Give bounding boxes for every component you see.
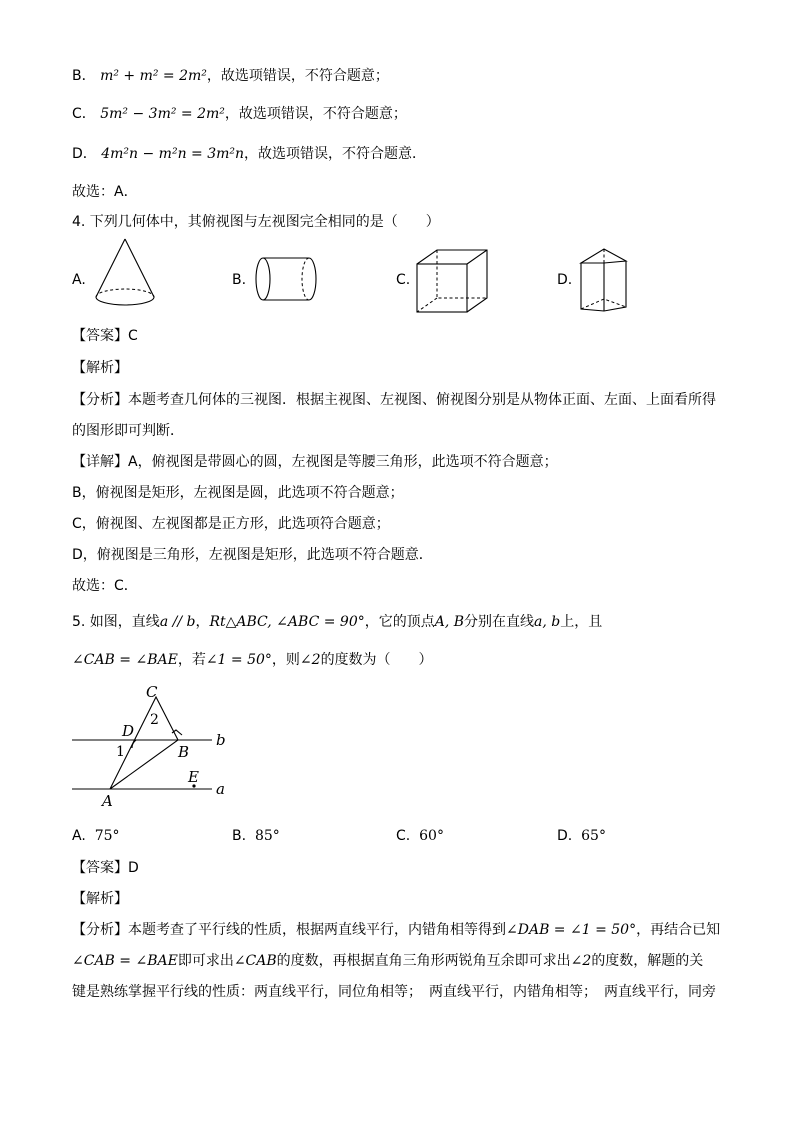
q4-option-c-label: C. — [396, 272, 411, 288]
label-angle-1: 1 — [116, 744, 125, 760]
cube-figure — [415, 248, 489, 314]
stem-text: ，它的顶点 — [364, 614, 435, 630]
q4-xiangjie-line-4: D，俯视图是三角形，左视图是矩形，此选项不符合题意． — [72, 547, 433, 563]
q4-analysis-tag: 【解析】 — [72, 360, 128, 376]
q5-option-a — [72, 826, 120, 846]
math-expression: ∠CAB = ∠BAE — [72, 652, 178, 668]
option-value: 75° — [94, 828, 120, 844]
option-value: 85° — [254, 828, 280, 844]
fenxi-text: 的度数，再根据直角三角形两锐角互余即可求出 — [276, 953, 571, 969]
stem-text: ， — [195, 614, 210, 630]
triangle-abc — [110, 697, 178, 789]
math-expression: m² + m² = 2m² — [100, 68, 207, 84]
option-b-explanation — [72, 66, 389, 86]
label-d: D — [122, 722, 135, 740]
q4-xiangjie-line-1 — [72, 452, 558, 472]
stem-text: ，则 — [271, 652, 300, 668]
option-value: 65° — [581, 828, 606, 844]
math-expression: ∠CAB — [233, 953, 277, 969]
option-label: A. — [72, 828, 86, 844]
math-expression: ∠2 — [570, 953, 592, 969]
choose-a-line: 故选：A． — [72, 184, 138, 200]
question-4-stem: 4. 下列几何体中，其俯视图与左视图完全相同的是（ ） — [72, 214, 440, 230]
option-label: C． — [72, 106, 96, 122]
fenxi-text: 本题考查了平行线的性质，根据两直线平行，内错角相等得到 — [128, 922, 506, 938]
answer-value: D — [128, 860, 139, 876]
option-label: B． — [72, 68, 96, 84]
fenxi-text: 即可求出 — [177, 953, 234, 969]
choose-c-line: 故选：C． — [72, 578, 138, 594]
math-expression: a, b — [534, 614, 561, 630]
label-c: C — [146, 683, 158, 701]
q5-option-d — [557, 826, 606, 846]
q5-option-b — [232, 826, 280, 846]
option-label: C. — [396, 828, 411, 844]
math-expression: ∠DAB = ∠1 = 50° — [506, 922, 637, 938]
question-5-stem-2 — [72, 650, 433, 670]
stem-text: 的度数为（ ） — [320, 652, 433, 668]
stem-text: 分别在直线 — [464, 614, 535, 630]
q5-answer-line — [72, 858, 139, 878]
cone-figure — [92, 237, 158, 313]
math-expression: 5m² − 3m² = 2m² — [100, 106, 225, 122]
q5-option-c — [396, 826, 444, 846]
label-b-point: B — [178, 743, 190, 761]
triangular-prism-figure — [578, 247, 630, 313]
q5-fenxi-line-2 — [72, 951, 703, 971]
math-expression: ∠1 = 50° — [205, 652, 272, 668]
stem-text: ，若 — [177, 652, 206, 668]
math-expression: a // b — [159, 614, 196, 630]
option-d-explanation — [72, 144, 426, 164]
option-label: D. — [557, 828, 573, 844]
answer-value: C — [128, 328, 138, 344]
xiangjie-tag: 【详解】 — [72, 454, 128, 470]
option-label: D． — [72, 146, 97, 162]
label-line-a: a — [216, 780, 225, 798]
fenxi-text: 本题考查几何体的三视图．根据主视图、左视图、俯视图分别是从物体正面、左面、上面看所得 — [128, 392, 716, 408]
stem-text: 5. 如图，直线 — [72, 614, 160, 630]
math-expression: A, B — [434, 614, 465, 630]
q4-fenxi-line-2: 的图形即可判断． — [72, 423, 184, 439]
stem-text: 上，且 — [560, 614, 603, 630]
fenxi-tag: 【分析】 — [72, 392, 128, 408]
label-line-b: b — [216, 731, 226, 749]
q5-analysis-tag: 【解析】 — [72, 891, 128, 907]
question-5-stem-1 — [72, 612, 602, 632]
xiangjie-text: A，俯视图是带圆心的圆，左视图是等腰三角形，此选项不符合题意； — [128, 454, 558, 470]
math-expression: ∠2 — [299, 652, 321, 668]
math-expression: ∠CAB = ∠BAE — [72, 953, 178, 969]
fenxi-text: 的度数，解题的关 — [591, 953, 704, 969]
explanation-text: ，故选项错误，不符合题意． — [244, 146, 427, 162]
explanation-text: ，故选项错误，不符合题意； — [206, 68, 389, 84]
fenxi-tag: 【分析】 — [72, 922, 128, 938]
q4-option-d-label: D. — [557, 272, 573, 288]
answer-tag: 【答案】 — [72, 328, 128, 344]
label-angle-2: 2 — [150, 712, 159, 728]
answer-tag: 【答案】 — [72, 860, 128, 876]
q4-answer-line — [72, 326, 138, 346]
q5-fenxi-line-1 — [72, 920, 720, 940]
option-label: B. — [232, 828, 247, 844]
option-c-explanation — [72, 104, 407, 124]
label-e: E — [188, 768, 199, 786]
q4-option-b-label: B. — [232, 272, 247, 288]
explanation-text: ，故选项错误，不符合题意； — [224, 106, 407, 122]
math-expression: Rt△ABC, ∠ABC = 90° — [209, 614, 365, 630]
cylinder-figure — [254, 256, 320, 302]
q4-xiangjie-line-2: B，俯视图是矩形，左视图是圆，此选项不符合题意； — [72, 485, 404, 501]
fenxi-text: ，再结合已知 — [636, 922, 721, 938]
q4-option-a-label: A. — [72, 272, 86, 288]
q5-fenxi-line-3: 键是熟练掌握平行线的性质：两直线平行，同位角相等； 两直线平行，内错角相等； 两直线平行，同旁 — [72, 984, 716, 1000]
math-expression: 4m²n − m²n = 3m²n — [101, 146, 245, 162]
q4-xiangjie-line-3: C，俯视图、左视图都是正方形，此选项符合题意； — [72, 516, 390, 532]
option-value: 60° — [419, 828, 444, 844]
label-a-point: A — [102, 792, 113, 810]
parallel-lines-figure — [70, 682, 240, 812]
q4-fenxi-line-1 — [72, 390, 716, 410]
angle-1-arc — [132, 740, 136, 748]
